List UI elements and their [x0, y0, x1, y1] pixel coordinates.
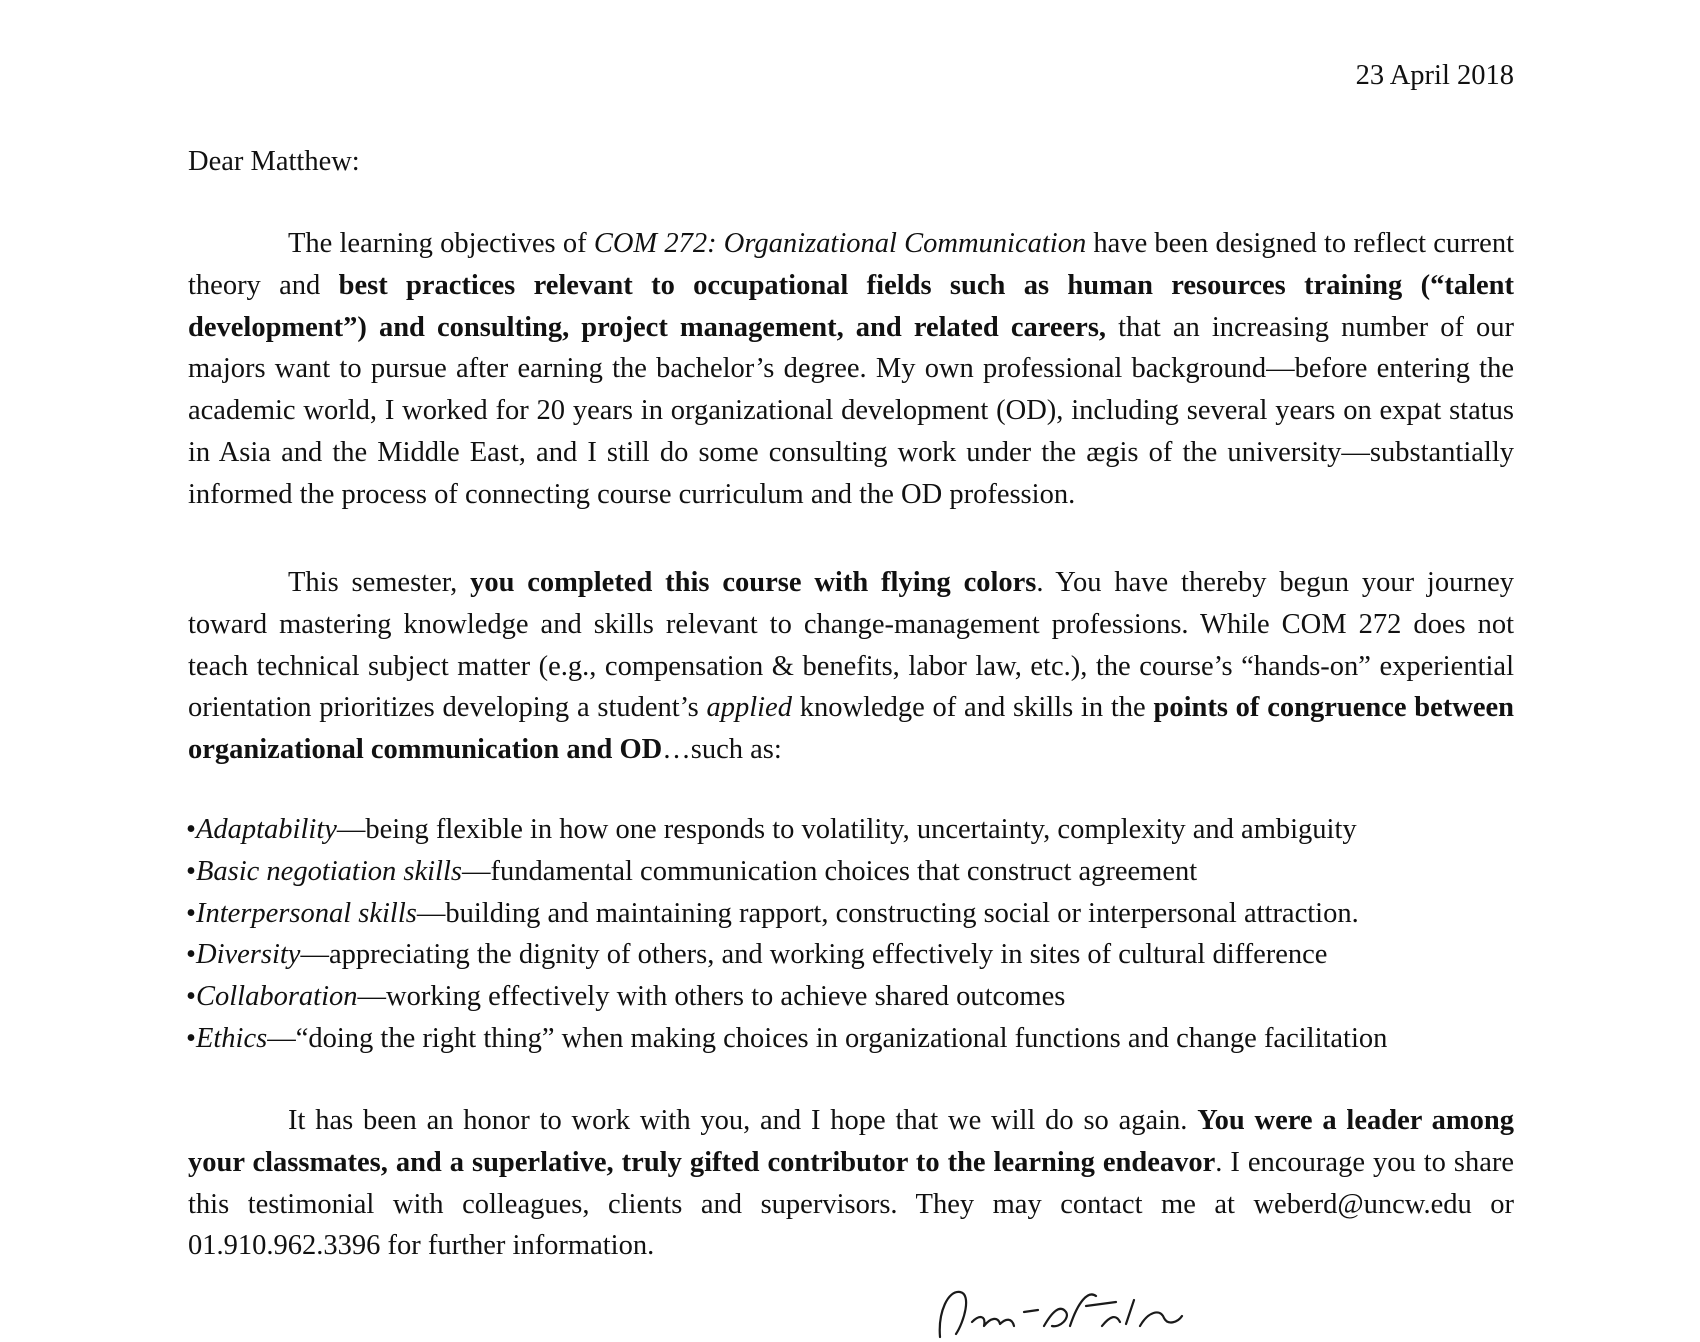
bullet-icon: •: [186, 1022, 196, 1054]
para2-text-a: This semester,: [288, 567, 471, 598]
list-item: [186, 1018, 1546, 1060]
para2-text-b: . You have thereby begun your journey toward mastering knowledge and skills relevant to change-management professions. While COM 272 does not teach technical subject matter (e.g., compensation & benefits, labor law, etc.), the course’s “hands-on” experiential orientation prioritizes developing a student’s: [188, 567, 1514, 724]
list-desc: —building and maintaining rapport, constructing social or interpersonal attraction.: [416, 897, 1359, 929]
para1-text-a: The learning objectives of: [288, 228, 594, 259]
list-item: [186, 809, 1546, 851]
list-desc: —fundamental communication choices that construct agreement: [461, 855, 1198, 887]
paragraph-1: [188, 223, 1514, 516]
list-item: [186, 851, 1546, 893]
course-title: COM 272: Organizational Communication: [593, 228, 1087, 259]
list-term: Interpersonal skills: [195, 897, 417, 929]
bullet-icon: •: [186, 855, 196, 887]
para2-bold-1: you completed this course with flying colors: [470, 567, 1037, 598]
bullet-icon: •: [186, 897, 196, 929]
skills-list: [186, 809, 1546, 1060]
list-desc: —working effectively with others to achieve shared outcomes: [357, 981, 1066, 1013]
list-term: Collaboration: [195, 981, 358, 1013]
para2-text-d: …such as:: [662, 734, 782, 766]
para3-text-a: It has been an honor to work with you, and I hope that we will do so again.: [288, 1105, 1198, 1136]
para1-bold: best practices relevant to occupational fields such as human resources training (“talent development”) and consulting, project management, and related careers,: [188, 269, 1514, 343]
list-term: Diversity: [195, 939, 301, 971]
para2-text-c: knowledge of and skills in the: [791, 692, 1154, 724]
list-term: Adaptability: [195, 814, 337, 845]
paragraph-2: [188, 562, 1514, 771]
list-desc: —being flexible in how one responds to volatility, uncertainty, complexity and ambiguity: [336, 814, 1357, 845]
letter-date: 23 April 2018: [1355, 60, 1514, 91]
para3-text-b: . I encourage you to share this testimonial with colleagues, clients and supervisors. They may contact me at weberd@uncw.edu or 01.910.962.3396 for further information.: [188, 1146, 1514, 1262]
list-term: Ethics: [195, 1022, 268, 1054]
para1-text-c: that an increasing number of our majors want to pursue after earning the bachelor’s degree. My own professional background—before entering the academic world, I worked for 20 years in organizational development (OD), including several years on expat status in Asia and the Middle East, and I still do some consulting work under the ægis of the university—substantially informed the process of connecting course curriculum and the OD profession.: [188, 311, 1514, 510]
bullet-icon: •: [186, 814, 196, 845]
salutation: Dear Matthew:: [188, 146, 360, 177]
para1-text-b: have been designed to reflect current theory and: [188, 228, 1515, 301]
bullet-icon: •: [186, 939, 196, 971]
list-term: Basic negotiation skills: [195, 855, 462, 887]
paragraph-3: [188, 1100, 1514, 1267]
para2-italic: applied: [706, 692, 792, 724]
list-desc: —appreciating the dignity of others, and working effectively in sites of cultural difference: [300, 939, 1328, 971]
list-desc: —“doing the right thing” when making choices in organizational functions and change facilitation: [267, 1022, 1388, 1054]
signature: [920, 1282, 1340, 1342]
list-item: [186, 893, 1546, 935]
list-item: [186, 976, 1546, 1018]
list-item: [186, 934, 1546, 976]
para2-bold-2: points of congruence between organizational communication and OD: [188, 692, 1514, 766]
bullet-icon: •: [186, 981, 196, 1013]
para3-bold: You were a leader among your classmates, and a superlative, truly gifted contributor to the learning endeavor: [188, 1105, 1514, 1178]
